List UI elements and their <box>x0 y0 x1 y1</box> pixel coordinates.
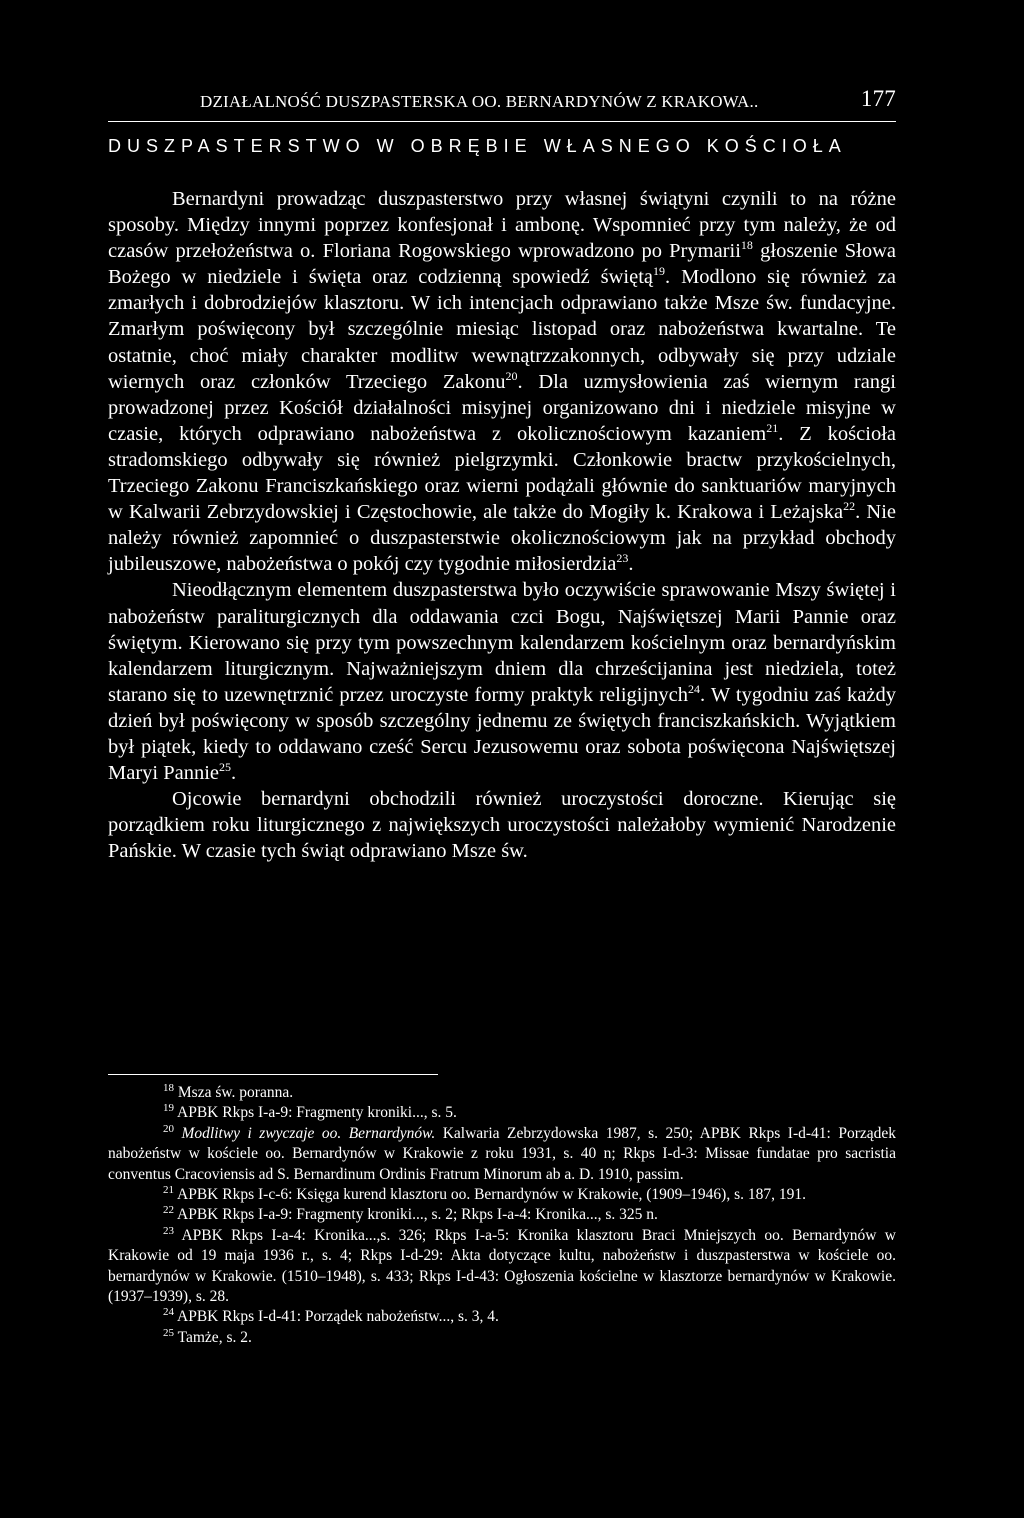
header-title: DZIAŁALNOŚĆ DUSZPASTERSKA OO. BERNARDYNÓW Z KRAKOWA.. <box>200 92 759 111</box>
footnote-text: Msza św. poranna. <box>177 1084 294 1101</box>
footnote-text: Kalwaria Zebrzydowska 1987, s. 250; APBK Rkps I-d-41: Porządek nabożeństw w kościele oo. Bernardynów w Krakowie z roku 1931, s. 40 n; Rkps I-d-3: Missae fundatae pro sacristia conventus Cracoviensis ad S. Bernardinum Ordinis Fratrum Minorum ab a. D. 1910, passim. <box>108 1124 896 1183</box>
footnote-ref: 20 <box>505 368 518 383</box>
footnote-ref: 22 <box>843 499 856 514</box>
text-run: . Dla uzmysłowienia zaś wiernym rangi prowadzonej przez Kościół działalności misyjnej organizowano dni i niedziele misyjne w czasie, których odprawiano nabożeństwa z okolicznościowym kazaniem <box>108 370 896 445</box>
footnote-text: APBK Rkps I-a-4: Kronika...,s. 326; Rkps I-a-5: Kronika klasztoru Braci Mniejszych oo. Bernardynów w Krakowie od 19 maja 1936 r., s. 4; Rkps I-d-29: Akta dotyczące kultu, nabożeństw i duszpasterstwa w kościele oo. bernardynów w Krakowie. (1510–1948), s. 433; Rkps I-d-43: Ogłoszenia kościelne w klasztorze bernardynów w Krakowie. (1937–1939), s. 28. <box>108 1226 896 1306</box>
footnote <box>108 1205 896 1225</box>
running-header <box>108 88 896 122</box>
main-text <box>108 186 896 864</box>
text-run: . Z kościoła stradomskiego odbywały się również pielgrzymki. Członkowie bractw przykościelnych, Trzeciego Zakonu Franciszkańskiego oraz wierni podążali głównie do sanktuariów maryjnych w Kalwarii Zebrzydowskiej i Częstochowie, ale także do Mogiły k. Krakowa i Leżajska <box>108 422 896 524</box>
footnote-number: 21 <box>163 1183 174 1196</box>
footnote-ref: 21 <box>766 421 779 436</box>
text-run: Ojcowie bernardyni obchodzili również uroczystości doroczne. Kierując się porządkiem roku liturgicznego z największych uroczystości należałoby wymienić Narodzenie Pańskie. W czasie tych świąt odprawiano Msze św. <box>108 788 896 863</box>
text-run: Bernardyni prowadząc duszpasterstwo przy własnej świątyni czynili to na różne sposoby. Między innymi poprzez konfesjonał i ambonę. Wspomnieć przy tym należy, że od czasów przełożeństwa o. Floriana Rogowskiego wprowadzono po Prymarii <box>108 188 896 263</box>
text-run: głoszenie Słowa Bożego w niedziele i święta oraz codzienną spowiedź świętą <box>108 240 897 289</box>
footnote <box>108 1083 896 1103</box>
footnote-number: 20 <box>163 1122 174 1135</box>
footnote-number: 23 <box>163 1224 174 1237</box>
footnote-ref: 19 <box>653 264 666 279</box>
footnote-text: APBK Rkps I-a-9: Fragmenty kroniki..., s. 5. <box>177 1104 457 1122</box>
text-run: . Modlono się również za zmarłych i dobrodziejów klasztoru. W ich intencjach odprawiano także Msze św. fundacyjne. Zmarłym poświęcony był szczególnie miesiąc listopad oraz nabożeństwa kwartalne. Te ostatnie, choć miały charakter modlitw wewnątrzzakonnych, odbywały się przy udziale wiernych oraz członków Trzeciego Zakonu <box>108 266 896 393</box>
footnote <box>108 1185 896 1205</box>
footnote <box>108 1103 896 1123</box>
section-heading: DUSZPASTERSTWO W OBRĘBIE WŁASNEGO KOŚCIOŁA <box>108 136 847 156</box>
footnote-separator <box>108 1074 438 1075</box>
paragraph <box>108 786 896 864</box>
footnote-number: 19 <box>163 1102 174 1115</box>
text-run: . W tygodniu zaś każdy dzień był poświęcony w sposób szczególny jednemu ze świętych franciszkańskich. Wyjątkiem był piątek, kiedy to oddawano cześć Sercu Jezusowemu oraz sobota poświęcona Najświętszej Maryi Pannie <box>108 683 896 785</box>
header-rule <box>108 121 896 122</box>
footnote-text: APBK Rkps I-a-9: Fragmenty kroniki..., s. 2; Rkps I-a-4: Kronika..., s. 325 n. <box>177 1206 658 1224</box>
footnote-number: 24 <box>163 1306 174 1319</box>
footnote-number: 22 <box>163 1204 174 1217</box>
footnote-italic-title: Modlitwy i zwyczaje oo. Bernardynów. <box>181 1124 436 1142</box>
footnotes <box>108 1083 896 1348</box>
footnote-ref: 18 <box>740 238 753 253</box>
footnote-number: 25 <box>163 1326 174 1339</box>
footnote-text: APBK Rkps I-c-6: Księga kurend klasztoru oo. Bernardynów w Krakowie, (1909–1946), s. 187, 191. <box>177 1186 806 1204</box>
page-number: 177 <box>860 86 896 111</box>
footnote-ref: 24 <box>688 681 701 696</box>
paragraph <box>108 577 896 786</box>
text-run: . Nie należy również zapomnieć o duszpasterstwie okolicznościowym jak na przykład obchody jubileuszowe, nabożeństwa o pokój czy tygodnie miłosierdzia <box>108 501 896 576</box>
text-run: Nieodłącznym elementem duszpasterstwa było oczywiście sprawowanie Mszy świętej i nabożeństw paraliturgicznych dla oddawania czci Bogu, Najświętszej Marii Pannie oraz świętym. Kierowano się przy tym powszechnym kalendarzem kościelnym oraz bernardyńskim kalendarzem liturgicznym. Najważniejszym dniem dla chrześcijanina jest niedziela, toteż starano się to uzewnętrznić przez uroczyste formy praktyk religijnych <box>108 579 896 706</box>
footnote-ref: 23 <box>616 551 629 566</box>
footnote-text: APBK Rkps I-d-41: Porządek nabożeństw..., s. 3, 4. <box>177 1308 499 1326</box>
footnote-ref: 25 <box>219 760 232 775</box>
footnote <box>108 1328 896 1348</box>
footnote-text: Tamże, s. 2. <box>177 1328 252 1346</box>
text-run: . <box>628 553 634 576</box>
footnote-number: 18 <box>163 1081 174 1094</box>
footnote <box>108 1226 896 1308</box>
footnote <box>108 1307 896 1327</box>
paragraph <box>108 186 896 577</box>
text-run: . <box>231 762 237 785</box>
footnote <box>108 1124 896 1185</box>
